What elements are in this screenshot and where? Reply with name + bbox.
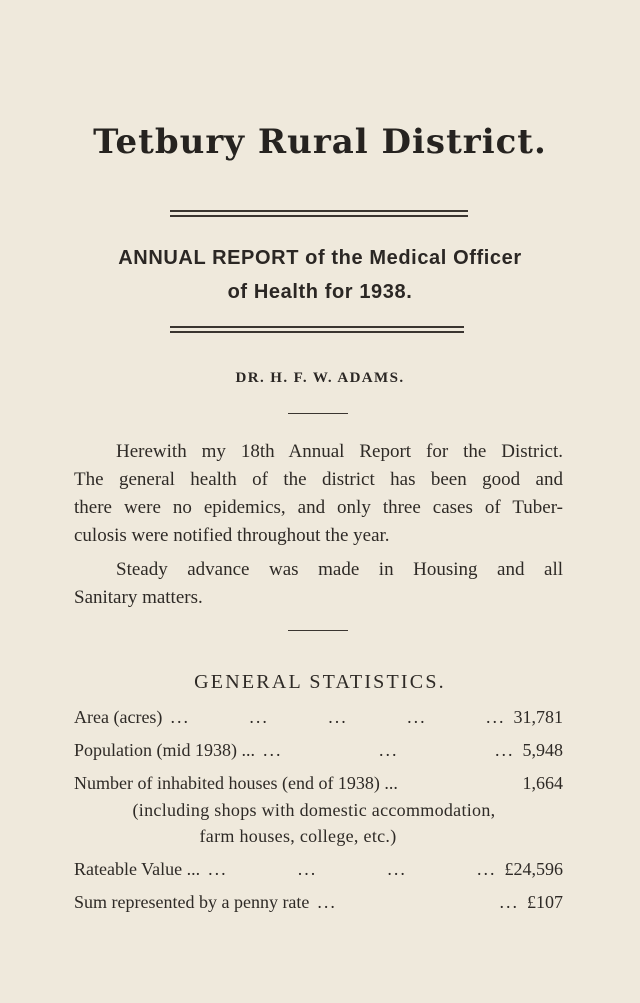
stat-row-population	[74, 740, 563, 761]
divider-2	[288, 630, 348, 631]
houses-note-line-1: (including shops with domestic accommodation,	[132, 800, 496, 820]
report-title-line-2: of Health for 1938.	[227, 281, 413, 303]
paragraph-housing	[74, 556, 563, 612]
paragraph-line: Sanitary matters.	[74, 587, 203, 608]
paragraph-line: there were no epidemics, and only three cases of Tuber-	[74, 497, 563, 518]
paragraph-line: Steady advance was made in Housing and all	[116, 559, 563, 580]
stat-value: 5,948	[522, 740, 563, 760]
double-rule-bottom	[170, 326, 464, 333]
divider-1	[288, 413, 348, 414]
stat-label: Population (mid 1938) ...	[74, 740, 255, 760]
paragraph-health	[74, 438, 563, 550]
author-name: DR. H. F. W. ADAMS.	[235, 370, 405, 386]
stat-value: 1,664	[522, 773, 563, 793]
report-title-line-1: ANNUAL REPORT of the Medical Officer	[118, 247, 522, 269]
stat-row-rateable-value	[74, 859, 563, 880]
stat-value: 31,781	[513, 707, 563, 727]
stat-row-area	[74, 707, 563, 728]
double-rule-top	[170, 210, 468, 217]
stat-value: £24,596	[504, 859, 563, 879]
stat-label: Number of inhabited houses (end of 1938) ...	[74, 773, 398, 793]
stat-label: Sum represented by a penny rate	[74, 892, 310, 912]
stat-row-penny-rate	[74, 892, 563, 913]
stat-label: Area (acres)	[74, 707, 163, 727]
paragraph-line: Herewith my 18th Annual Report for the District.	[116, 441, 563, 462]
paragraph-line: The general health of the district has been good and	[74, 469, 563, 490]
page-title: Tetbury Rural District.	[93, 122, 547, 162]
stat-leader-dots: ... ... ...	[263, 740, 515, 760]
stat-label: Rateable Value ...	[74, 859, 201, 879]
stat-leader-dots: ... ...	[317, 892, 519, 912]
stat-value: £107	[527, 892, 563, 912]
statistics-heading: GENERAL STATISTICS.	[194, 671, 446, 693]
stat-leader-dots: ... ... ... ...	[208, 859, 497, 879]
stat-leader-dots: ... ... ... ... ...	[170, 707, 506, 727]
stat-row-houses	[74, 773, 563, 794]
paragraph-line: culosis were notified throughout the year.	[74, 525, 390, 546]
houses-note-line-2: farm houses, college, etc.)	[199, 826, 397, 846]
